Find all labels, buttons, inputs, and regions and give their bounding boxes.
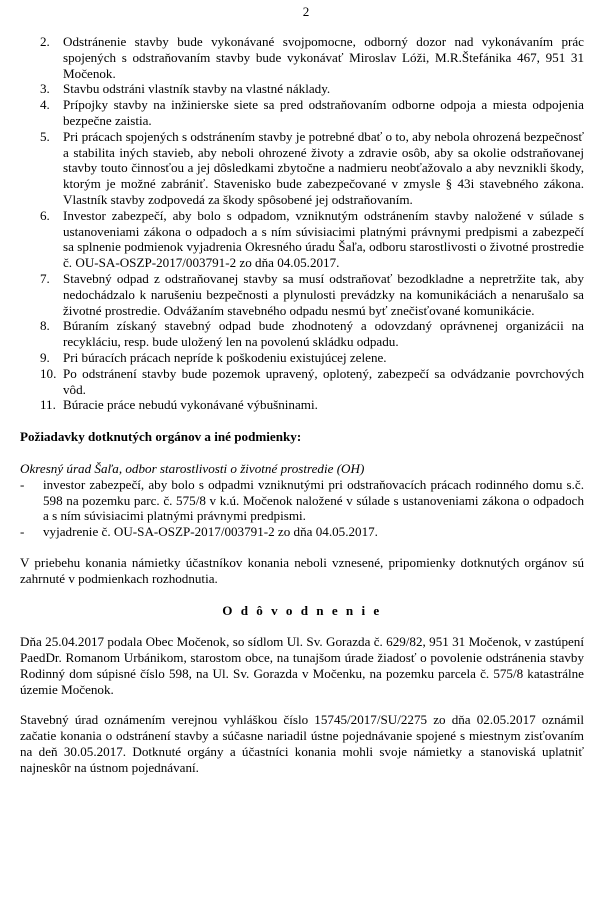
item-number: 2. xyxy=(40,34,50,49)
reasoning-paragraph: Stavebný úrad oznámením verejnou vyhláškou číslo 15745/2017/SU/2275 zo dňa 02.05.2017 oznámil začatie konania o odstránení stavby a súčasne nariadil ústne pojednávanie spojené s miestnym zisťovaním na deň 30.05.2017. Dotknuté orgány a účastníci konania mohli svoje námietky a stanoviská uplatniť najneskôr na ústnom pojednávaní. xyxy=(20,712,584,775)
list-item xyxy=(20,366,584,398)
item-number: 9. xyxy=(40,349,50,365)
reasoning-heading: O d ô v o d n e n i e xyxy=(222,602,382,618)
list-item xyxy=(20,208,584,271)
requirements-list xyxy=(20,477,584,540)
item-text: Pri búracích prácach nepríde k poškodeniu existujúcej zelene. xyxy=(63,349,387,365)
requirements-heading: Požiadavky dotknutých orgánov a iné podmienky: xyxy=(20,429,302,445)
requirement-item xyxy=(20,524,584,540)
reasoning-paragraph: Dňa 25.04.2017 podala Obec Močenok, so sídlom Ul. Sv. Gorazda č. 629/82, 951 31 Močenok, v zastúpení PaedDr. Romanom Urbánikom, starostom obce, na tunajšom úrade žiadosť o povolenie odstránenia stavby Rodinný dom súpisné číslo 598, na Ul. Sv. Gorazda v Močenku, na pozemku parcela č. 575/8 katastrálne územie Močenok. xyxy=(20,634,584,697)
requirement-item xyxy=(20,477,584,524)
list-item xyxy=(20,97,584,129)
list-item xyxy=(20,271,584,318)
item-text: Prípojky stavby na inžinierske siete sa pred odstraňovaním odborne odpoja a miesta odpojenia bezpečne zaistia. xyxy=(63,97,584,128)
requirement-text: vyjadrenie č. OU-SA-OSZP-2017/003791-2 zo dňa 04.05.2017. xyxy=(43,524,378,540)
list-item xyxy=(20,34,584,81)
page-number: 2 xyxy=(302,4,310,19)
item-number: 3. xyxy=(40,81,50,97)
item-text: Stavbu odstráni vlastník stavby na vlastné náklady. xyxy=(63,81,331,97)
authority-name: Okresný úrad Šaľa, odbor starostlivosti o životné prostredie (OH) xyxy=(20,460,365,476)
requirement-text: investor zabezpečí, aby bolo s odpadmi vzniknutými pri odstraňovacích prácach rodinného domu s.č. 598 na pozemku parc. č. 575/8 v k.ú. Močenok naložené v súlade s ustanoveniami zákona o odpadoch a s ním súvisiacimi platnými právnymi predpismi. xyxy=(43,476,584,524)
list-item xyxy=(20,350,584,366)
item-text: Odstránenie stavby bude vykonávané svojpomocne, odborný dozor nad vykonávaním prác spojených s odstraňovaním stavby bude vykonávať Miroslav Lóži, M.R.Štefánika 467, 951 31 Močenok. xyxy=(63,34,584,81)
item-text: Po odstránení stavby bude pozemok upravený, oplotený, zabezpečí sa odvádzanie povrchových vôd. xyxy=(63,365,584,397)
item-number: 5. xyxy=(40,128,50,144)
list-item xyxy=(20,318,584,350)
list-item xyxy=(20,397,584,413)
document-body xyxy=(20,34,584,776)
list-item xyxy=(20,129,584,208)
item-number: 8. xyxy=(40,318,50,334)
bullet-dash: - xyxy=(20,524,25,540)
objections-paragraph: V priebehu konania námietky účastníkov konania neboli vznesené, pripomienky dotknutých orgánov sú zahrnuté v podmienkach rozhodnutia. xyxy=(20,554,584,586)
item-number: 10. xyxy=(40,365,57,381)
bullet-dash: - xyxy=(20,476,25,492)
item-text: Stavebný odpad z odstraňovanej stavby sa musí odstraňovať bezodkladne a nepretržite tak, aby nedochádzalo k narušeniu bezpečnosti a plynulosti prevádzky na komunikáciách a nenarušalo sa životné prostredie. Odvážaním stavebného odpadu nesmú byť znečisťované komunikácie. xyxy=(63,270,584,318)
item-text: Búracie práce nebudú vykonávané výbušninami. xyxy=(63,397,318,413)
list-item xyxy=(20,81,584,97)
item-number: 6. xyxy=(40,207,50,223)
item-number: 11. xyxy=(40,397,56,413)
item-number: 4. xyxy=(40,97,50,113)
item-number: 7. xyxy=(40,270,50,286)
item-text: Investor zabezpečí, aby bolo s odpadom, vzniknutým odstránením stavby naložené v súlade s ustanoveniami zákona o odpadoch a s ním súvisiacimi platnými právnymi predpismi a zabezpečí sa splnenie podmienok vyjadrenia Okresného úradu Šaľa, odboru starostlivosti o životné prostredie č. OU-SA-OSZP-2017/003791-2 zo dňa 04.05.2017. xyxy=(63,207,584,271)
item-text: Búraním získaný stavebný odpad bude zhodnotený a odovzdaný oprávnenej organizácii na recykláciu, resp. bude uložený len na povolenú skládku odpadu. xyxy=(63,318,584,350)
conditions-list xyxy=(20,34,584,413)
item-text: Pri prácach spojených s odstránením stavby je potrebné dbať o to, aby nebola ohrozená bezpečnosť a stabilita iných stavieb, aby neboli ohrozené životy a zdravie osôb, aby sa okolie odstraňovanej stavby touto činnosťou a jej dôsledkami zbytočne a nadmieru neobťažovalo a aby nevznikli škody, ktorým je možné zabrániť. Stavenisko bude zabezpečované v zmysle § 43i stavebného zákona. Vlastník stavby zodpovedá za škody spôsobené jej odstraňovaním. xyxy=(63,128,584,207)
